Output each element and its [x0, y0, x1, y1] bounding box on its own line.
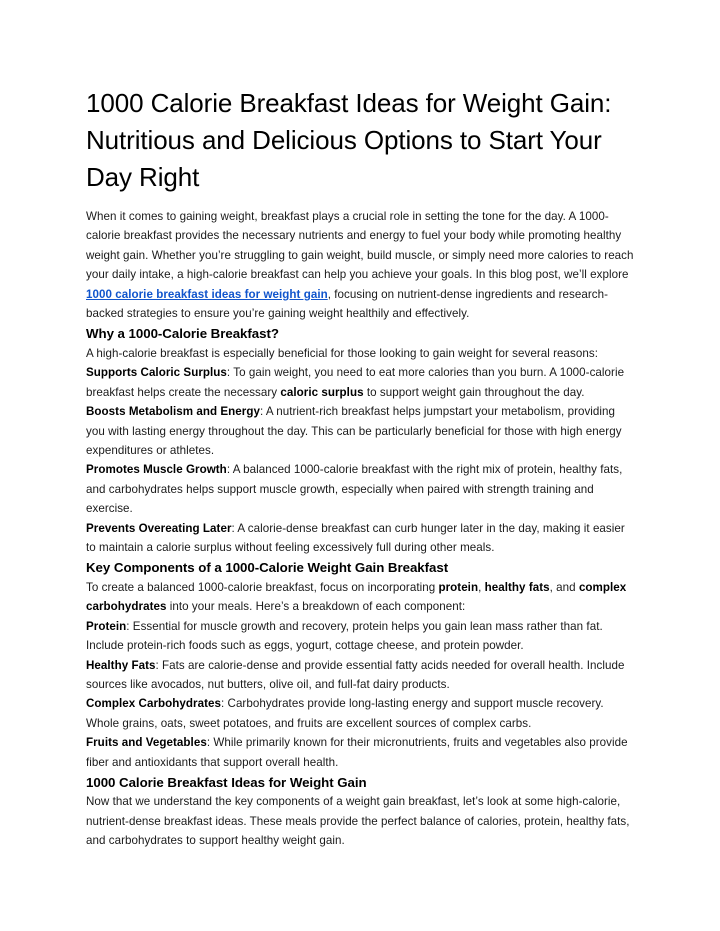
key-components-intro: [86, 578, 635, 617]
bold-run-in-label: caloric surplus: [280, 385, 364, 399]
text-run: : A nutrient-rich breakfast helps jumpstart your metabolism, providing you with lasting energy throughout the day. This can be particularly beneficial for those with high energy expenditures or athletes.: [86, 405, 622, 457]
bold-run-in-label: Promotes Muscle Growth: [86, 463, 227, 477]
text-run: to support weight gain throughout the day.: [363, 385, 585, 399]
text-run: : A balanced 1000-calorie breakfast with the right mix of protein, healthy fats, and carbohydrates helps support muscle growth, especially when paired with strength training and exercise.: [86, 463, 623, 516]
component-fruits-and-vegetables: [86, 733, 635, 772]
text-run: ,: [478, 580, 485, 594]
text-run: : Fats are calorie-dense and provide essential fatty acids needed for overall health. Include sources like avocados, nut butters, olive oil, and full-fat dairy products.: [86, 658, 625, 691]
heading-key-components: [86, 558, 635, 578]
text-run: , focusing on nutrient-dense ingredients and research-backed strategies to ensure you’re gaining weight healthily and effectively.: [86, 287, 609, 321]
text-run: Key Components of a 1000-Calorie Weight Gain Breakfast: [86, 560, 449, 576]
bold-run-in-label: Complex Carbohydrates: [86, 697, 221, 711]
bold-run-in-label: complex carbohydrates: [86, 580, 627, 614]
text-run: into your meals. Here’s a breakdown of each component:: [166, 600, 466, 614]
heading-why-1000-calorie-breakfast: [86, 324, 635, 344]
text-run: A high-calorie breakfast is especially beneficial for those looking to gain weight for several reasons:: [86, 346, 598, 360]
text-run: Now that we understand the key components of a weight gain breakfast, let’s look at some high-calorie, nutrient-dense breakfast ideas. These meals provide the perfect balance of calories, protein, healthy fats, and carbohydrates to support healthy weight gain.: [86, 795, 630, 848]
supports-caloric-surplus: [86, 363, 635, 402]
promotes-muscle-growth: [86, 460, 635, 518]
bold-run-in-label: Protein: [86, 619, 127, 633]
page-title: 1000 Calorie Breakfast Ideas for Weight Gain: Nutritious and Delicious Options to Start Your Day Right: [86, 88, 612, 192]
text-run: : Essential for muscle growth and recovery, protein helps you gain lean mass rather than fat. Include protein-rich foods such as eggs, yogurt, cottage cheese, and protein powder.: [86, 619, 603, 653]
text-run: : To gain weight, you need to eat more calories than you burn. A 1000-calorie breakfast helps create the necessary: [86, 366, 625, 399]
inline-link[interactable]: 1000 calorie breakfast ideas for weight gain: [86, 287, 328, 301]
boosts-metabolism-and-energy: [86, 402, 635, 460]
component-protein: [86, 617, 635, 656]
text-run: : While primarily known for their micronutrients, fruits and vegetables also provide fiber and antioxidants that support overall health.: [86, 736, 628, 769]
text-run: 1000 Calorie Breakfast Ideas for Weight Gain: [86, 774, 367, 790]
bold-run-in-label: protein: [438, 580, 479, 594]
component-complex-carbohydrates: [86, 694, 635, 733]
bold-run-in-label: Supports Caloric Surplus: [86, 366, 227, 380]
article-body: [86, 207, 635, 851]
text-run: , and: [549, 580, 579, 594]
text-run: To create a balanced 1000-calorie breakfast, focus on incorporating: [86, 580, 439, 594]
bold-run-in-label: Prevents Overeating Later: [86, 521, 232, 535]
text-run: Why a 1000-Calorie Breakfast?: [86, 326, 279, 342]
prevents-overeating-later: [86, 519, 635, 558]
text-run: When it comes to gaining weight, breakfast plays a crucial role in setting the tone for the day. A 1000-calorie breakfast provides the necessary nutrients and energy to fuel your body while promoting healthy weight gain. Whether you’re struggling to gain weight, build muscle, or simply need more calories to reach your daily intake, a high-calorie breakfast can help you achieve your goals. In this blog post, we’ll explore: [86, 210, 634, 282]
bold-run-in-label: Healthy Fats: [86, 658, 156, 672]
text-run: : A calorie-dense breakfast can curb hunger later in the day, making it easier to maintain a calorie surplus without feeling excessively full during other meals.: [86, 521, 625, 554]
bold-run-in-label: Fruits and Vegetables: [86, 736, 207, 750]
bold-run-in-label: Boosts Metabolism and Energy: [86, 405, 260, 419]
breakfast-ideas-intro: [86, 792, 635, 850]
bold-run-in-label: healthy fats: [484, 580, 550, 594]
text-run: : Carbohydrates provide long-lasting energy and support muscle recovery. Whole grains, oats, sweet potatoes, and fruits are excellent sources of complex carbs.: [86, 697, 604, 730]
why-intro-paragraph: [86, 344, 635, 363]
intro-paragraph: [86, 207, 635, 323]
heading-breakfast-ideas: [86, 773, 635, 793]
component-healthy-fats: [86, 656, 635, 695]
